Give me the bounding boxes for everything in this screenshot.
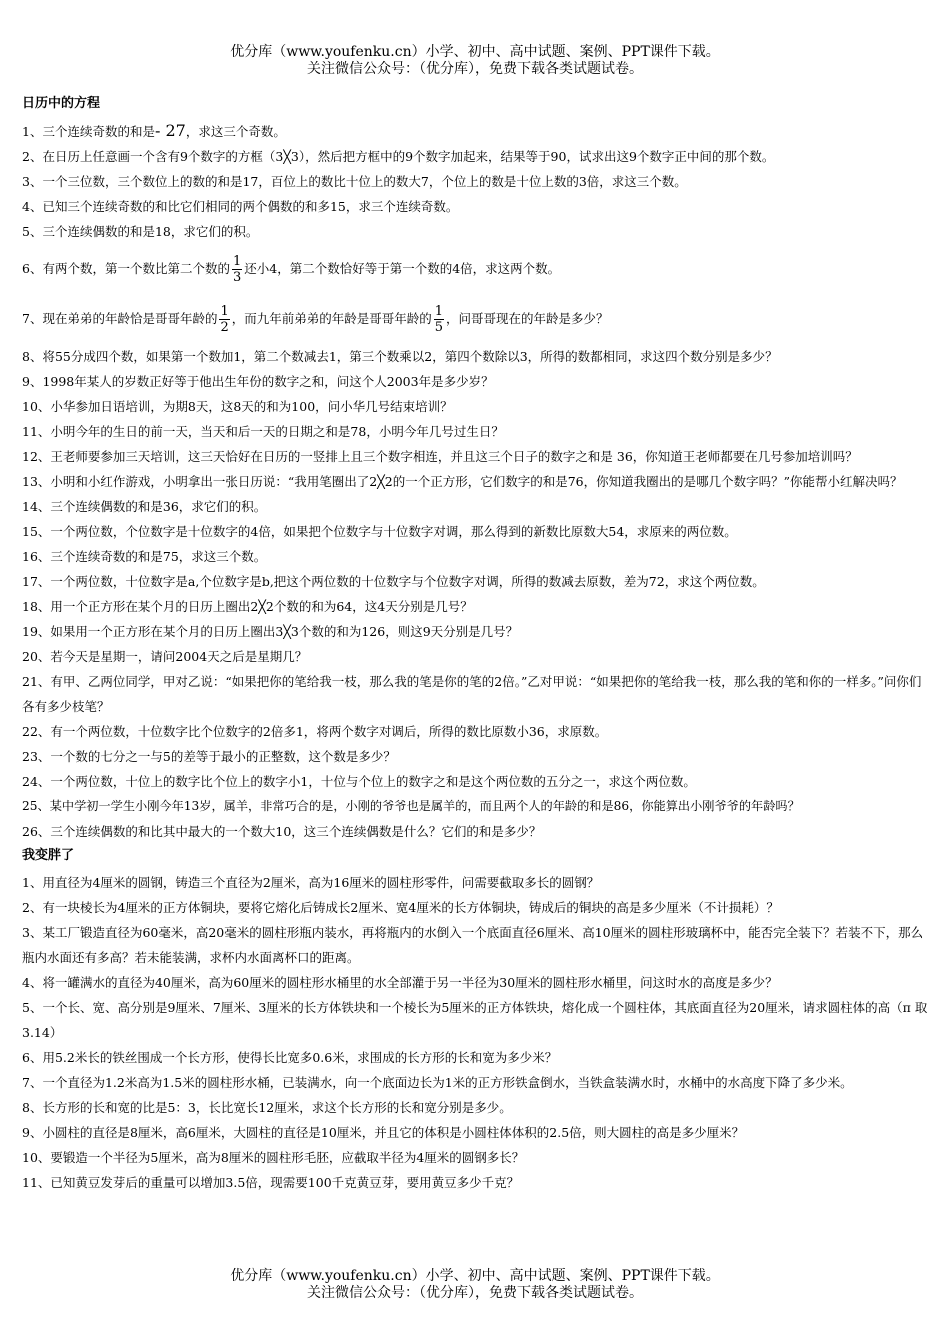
question-3: 3、一个三位数，三个数位上的数的和是17，百位上的数比十位上的数大7，个位上的数是十位上数的3倍，求这三个数。 — [22, 174, 687, 189]
problem-1: 1、用直径为4厘米的圆钢，铸造三个直径为2厘米，高为16厘米的圆柱形零件，问需要截取多长的圆钢？ — [22, 875, 600, 890]
question-2: 2、在日历上任意画一个含有9个数字的方框（3╳3），然后把方框中的9个数字加起来，结果等于90，试求出这9个数字正中间的那个数。 — [22, 149, 775, 164]
question-9: 9、1998年某人的岁数正好等于他出生年份的数字之和，问这个人2003年是多少岁？ — [22, 374, 494, 389]
footer-line-1: 优分库（www.youfenku.cn）小学、初中、高中试题、案例、PPT课件下载。 — [230, 1268, 720, 1284]
fraction-numerator: 1 — [434, 304, 444, 319]
question-15: 15、一个两位数，个位数字是十位数字的4倍，如果把个位数字与十位数字对调，那么得到的新数比原数大54，求原来的两位数。 — [22, 524, 737, 539]
question-17: 17、一个两位数，十位数字是a,个位数字是b,把这个两位数的十位数字与个位数字对调，所得的数减去原数，差为72，求这个两位数。 — [22, 574, 765, 589]
section-title-calendar: 日历中的方程 — [22, 96, 101, 111]
header-line-2: 关注微信公众号：（优分库），免费下载各类试题试卷。 — [307, 61, 643, 77]
fraction-numerator: 1 — [232, 254, 242, 269]
problem-7: 7、一个直径为1.2米高为1.5米的圆柱形水桶，已装满水，向一个底面边长为1米的正方形铁盒倒水，当铁盒装满水时，水桶中的水高度下降了多少米。 — [22, 1075, 853, 1090]
question-16: 16、三个连续奇数的和是75，求这三个数。 — [22, 549, 267, 564]
fraction-denominator: 3 — [232, 270, 242, 285]
question-5: 5、三个连续偶数的和是18，求它们的积。 — [22, 224, 259, 239]
fraction-numerator: 1 — [220, 304, 229, 319]
question-7-text-mid: ，而九年前弟弟的年龄是哥哥年龄的 — [231, 311, 432, 326]
question-7 — [22, 294, 932, 344]
problem-9: 9、小圆柱的直径是8厘米，高6厘米，大圆柱的直径是10厘米，并且它的体积是小圆柱体体积的2.5倍，则大圆柱的高是多少厘米？ — [22, 1125, 745, 1140]
question-6 — [22, 244, 932, 294]
document-body — [22, 94, 932, 1195]
fraction-one-third — [232, 254, 242, 285]
question-24: 24、一个两位数，十位上的数字比个位上的数字小1，十位与个位上的数字之和是这个两位数的五分之一，求这个两位数。 — [22, 774, 696, 789]
question-6-text-end: 还小4，第二个数恰好等于第一个数的4倍，求这两个数。 — [244, 261, 561, 276]
question-1-math: - 27 — [154, 121, 186, 140]
question-8: 8、将55分成四个数，如果第一个数加1，第二个数减去1，第三个数乘以2，第四个数除以3，所得的数都相同，求这四个数分别是多少？ — [22, 349, 778, 364]
problem-3: 3、某工厂锻造直径为60毫米，高20毫米的圆柱形瓶内装水，再将瓶内的水倒入一个底面直径6厘米、高10厘米的圆柱形玻璃杯中，能否完全装下？若装不下，那么瓶内水面还有多高？若未能装满，求杯内水面离杯口的距离。 — [22, 925, 924, 965]
problem-4: 4、将一罐满水的直径为40厘米，高为60厘米的圆柱形水桶里的水全部灌于另一半径为30厘米的圆柱形水桶里，问这时水的高度是多少？ — [22, 975, 778, 990]
problem-6: 6、用5.2米长的铁丝围成一个长方形，使得长比宽多0.6米，求围成的长方形的长和宽为多少米？ — [22, 1050, 558, 1065]
question-21: 21、有甲、乙两位同学，甲对乙说：“如果把你的笔给我一枝，那么我的笔是你的笔的2倍。”乙对甲说：“如果把你的笔给我一枝，那么我的笔和你的一样多。”问你们各有多少枝笔？ — [22, 674, 922, 714]
question-12: 12、王老师要参加三天培训，这三天恰好在日历的一竖排上且三个数字相连，并且这三个日子的数字之和是 36，你知道王老师都要在几号参加培训吗？ — [22, 449, 858, 464]
question-22: 22、有一个两位数，十位数字比个位数字的2倍多1，将两个数字对调后，所得的数比原数小36，求原数。 — [22, 724, 608, 739]
question-20: 20、若今天是星期一，请问2004天之后是星期几？ — [22, 649, 308, 664]
question-6-text: 6、有两个数，第一个数比第二个数的 — [22, 261, 230, 276]
question-1 — [22, 118, 932, 144]
question-7-text: 7、现在弟弟的年龄恰是哥哥年龄的 — [22, 311, 218, 326]
question-11: 11、小明今年的生日的前一天，当天和后一天的日期之和是78，小明今年几号过生日？ — [22, 424, 504, 439]
question-18: 18、用一个正方形在某个月的日历上圈出2╳2个数的和为64，这4天分别是几号？ — [22, 599, 473, 614]
section-title-getting-fat: 我变胖了 — [22, 848, 75, 863]
problem-10: 10、要锻造一个半径为5厘米，高为8厘米的圆柱形毛胚，应截取半径为4厘米的圆钢多长？ — [22, 1150, 525, 1165]
question-19: 19、如果用一个正方形在某个月的日历上圈出3╳3个数的和为126，则这9天分别是几号？ — [22, 624, 519, 639]
problem-5: 5、一个长、宽、高分别是9厘米、7厘米、3厘米的长方体铁块和一个棱长为5厘米的正方体铁块，熔化成一个圆柱体，其底面直径为20厘米，请求圆柱体的高（π 取3.14） — [22, 1000, 928, 1040]
question-25: 25、某中学初一学生小刚今年13岁，属羊，非常巧合的是，小刚的爷爷也是属羊的，而且两个人的年龄的和是86，你能算出小刚爷爷的年龄吗？ — [22, 799, 800, 813]
question-13: 13、小明和小红作游戏，小明拿出一张日历说：“我用笔圈出了2╳2的一个正方形，它们数字的和是76，你知道我圈出的是哪几个数字吗？”你能帮小红解决吗？ — [22, 474, 903, 489]
page-header — [0, 44, 950, 78]
question-10: 10、小华参加日语培训，为期8天，这8天的和为100，问小华几号结束培训？ — [22, 399, 453, 414]
fraction-denominator: 5 — [434, 320, 444, 335]
fraction-one-half — [219, 304, 229, 335]
question-1-text-end: ，求这三个奇数。 — [185, 124, 286, 139]
question-7-text-end: ，问哥哥现在的年龄是多少？ — [446, 311, 609, 326]
question-26: 26、三个连续偶数的和比其中最大的一个数大10，这三个连续偶数是什么？它们的和是多少？ — [22, 824, 542, 839]
fraction-denominator: 2 — [220, 320, 229, 335]
question-23: 23、一个数的七分之一与5的差等于最小的正整数，这个数是多少？ — [22, 749, 396, 764]
page-footer — [0, 1268, 950, 1302]
problem-2: 2、有一块棱长为4厘米的正方体铜块，要将它熔化后铸成长2厘米、宽4厘米的长方体铜块，铸成后的铜块的高是多少厘米（不计损耗）？ — [22, 900, 779, 915]
header-line-1: 优分库（www.youfenku.cn）小学、初中、高中试题、案例、PPT课件下载。 — [230, 44, 720, 60]
question-4: 4、已知三个连续奇数的和比它们相同的两个偶数的和多15，求三个连续奇数。 — [22, 199, 459, 214]
problem-8: 8、长方形的长和宽的比是5：3，长比宽长12厘米，求这个长方形的长和宽分别是多少。 — [22, 1100, 512, 1115]
problem-11: 11、已知黄豆发芽后的重量可以增加3.5倍，现需要100千克黄豆芽，要用黄豆多少千克？ — [22, 1175, 520, 1190]
footer-line-2: 关注微信公众号：（优分库），免费下载各类试题试卷。 — [307, 1285, 643, 1301]
fraction-one-fifth — [434, 304, 444, 335]
question-1-text: 1、三个连续奇数的和是 — [22, 124, 155, 139]
question-14: 14、三个连续偶数的和是36，求它们的积。 — [22, 499, 267, 514]
